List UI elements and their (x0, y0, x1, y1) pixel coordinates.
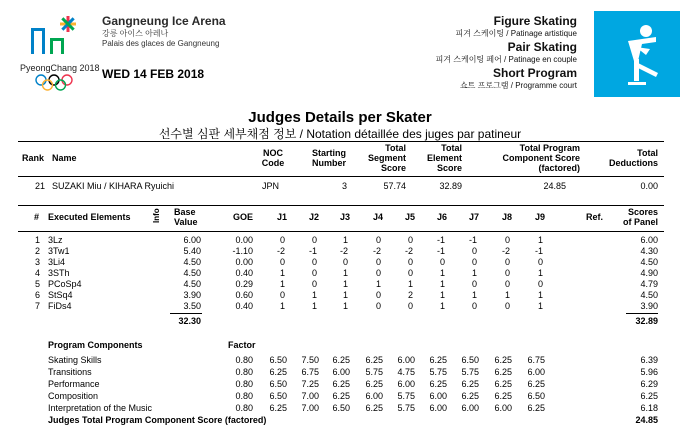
col-info: Info (152, 208, 161, 223)
col-pcs-1: Total Program (519, 143, 580, 153)
element-score: 4.30 (640, 246, 658, 256)
component-j4: 6.25 (365, 379, 383, 389)
element-score: 6.00 (640, 235, 658, 245)
col-tss-1: Total (385, 143, 406, 153)
element-j7: 0 (471, 279, 477, 289)
element-num: 2 (34, 246, 40, 256)
component-j6: 6.25 (429, 355, 447, 365)
skater-ded: 0.00 (640, 181, 658, 191)
element-score: 4.50 (640, 257, 658, 267)
element-base-value: 6.00 (183, 235, 201, 245)
element-j7: 1 (471, 268, 477, 278)
component-j2: 7.00 (301, 391, 319, 401)
element-j7: 1 (471, 290, 477, 300)
component-name: Performance (48, 379, 100, 389)
component-score: 5.96 (640, 367, 658, 377)
element-j1: 0 (279, 235, 285, 245)
component-j1: 6.50 (269, 391, 287, 401)
element-j9: 0 (537, 257, 543, 267)
component-j8: 6.25 (494, 379, 512, 389)
sport-subtitle: 피겨 스케이팅 / Patinage artistique (455, 29, 577, 38)
component-factor: 0.80 (235, 379, 253, 389)
component-j1: 6.50 (269, 379, 287, 389)
element-j3: 1 (342, 279, 348, 289)
element-j9: -1 (534, 246, 543, 256)
element-row (0, 257, 680, 267)
element-j4: 0 (375, 268, 381, 278)
col-j6: J6 (436, 212, 447, 222)
component-row (0, 391, 680, 401)
element-base-value: 3.50 (183, 301, 201, 311)
element-j7: 0 (471, 257, 477, 267)
col-element: Executed Elements (48, 212, 131, 222)
component-j1: 6.25 (269, 367, 287, 377)
component-factor: 0.80 (235, 403, 253, 413)
col-sop-1: Scores (627, 207, 658, 217)
skater-summary-row (0, 181, 680, 191)
element-goe: 0.00 (235, 235, 253, 245)
components-total-score: 24.85 (635, 415, 658, 425)
event-subtitle: 피겨 스케이팅 페어 / Patinage en couple (435, 55, 577, 64)
element-j9: 1 (537, 290, 543, 300)
component-j3: 6.25 (332, 355, 350, 365)
col-base-2: Value (174, 217, 198, 227)
element-j9: 1 (537, 268, 543, 278)
component-factor: 0.80 (235, 367, 253, 377)
element-j9: 0 (537, 279, 543, 289)
elements-header (0, 207, 680, 229)
components-total-row (0, 415, 680, 425)
score-underline (626, 313, 658, 314)
segment-subtitle: 쇼트 프로그램 / Programme court (459, 81, 577, 90)
components-total-label: Judges Total Program Component Score (factored) (48, 415, 267, 425)
skater-rank: 21 (34, 181, 45, 191)
element-name: 3Lz (48, 235, 63, 245)
component-j3: 6.00 (332, 367, 350, 377)
event-date: WED 14 FEB 2018 (102, 67, 205, 81)
page-subtitle: 선수별 심판 세부채점 정보 / Notation détaillée des juges par patineur (158, 127, 522, 141)
element-j7: 0 (471, 246, 477, 256)
element-j3: 1 (342, 301, 348, 311)
element-j3: 1 (342, 290, 348, 300)
element-row (0, 268, 680, 278)
component-j2: 7.25 (301, 379, 319, 389)
component-j7: 6.00 (461, 403, 479, 413)
element-j5: 0 (407, 257, 413, 267)
element-j1: -2 (276, 246, 285, 256)
col-noc-1: NOC (263, 148, 283, 158)
skater-name: SUZAKI Miu / KIHARA Ryuichi (52, 181, 175, 191)
component-j6: 5.75 (429, 367, 447, 377)
element-row (0, 290, 680, 300)
element-j5: 2 (407, 290, 413, 300)
element-j3: 0 (342, 257, 348, 267)
summary-header (0, 143, 680, 175)
element-j7: 0 (471, 301, 477, 311)
component-row (0, 367, 680, 377)
element-j3: -2 (339, 246, 348, 256)
col-j2: J2 (308, 212, 319, 222)
components-title: Program Components (48, 340, 143, 350)
col-ref: Ref. (585, 212, 603, 222)
venue-name-ko: 강릉 아이스 아레나 (102, 29, 169, 38)
component-j7: 6.25 (461, 391, 479, 401)
component-score: 6.18 (640, 403, 658, 413)
element-j6: -1 (436, 246, 445, 256)
element-j4: 0 (375, 301, 381, 311)
element-base-value: 4.50 (183, 279, 201, 289)
element-j6: 0 (439, 257, 445, 267)
element-num: 1 (34, 235, 40, 245)
figure-skating-pictogram-icon (594, 11, 680, 97)
games-label: PyeongChang 2018 (20, 63, 100, 73)
component-j1: 6.50 (269, 355, 287, 365)
element-j1: 0 (279, 290, 285, 300)
col-start-2: Number (311, 158, 346, 168)
element-score: 4.79 (640, 279, 658, 289)
component-j9: 6.25 (527, 403, 545, 413)
component-j5: 6.00 (397, 355, 415, 365)
element-j8: 0 (504, 257, 510, 267)
element-num: 3 (34, 257, 40, 267)
skater-start: 3 (341, 181, 347, 191)
element-num: 6 (34, 290, 40, 300)
component-j9: 6.75 (527, 355, 545, 365)
col-pcs-3: (factored) (538, 163, 580, 173)
divider (18, 176, 664, 177)
component-j6: 6.00 (429, 403, 447, 413)
component-factor: 0.80 (235, 391, 253, 401)
col-sop-2: of Panel (622, 217, 658, 227)
component-j4: 5.75 (365, 367, 383, 377)
base-value-underline (170, 313, 202, 314)
element-j2: 0 (311, 279, 317, 289)
component-j7: 6.50 (461, 355, 479, 365)
col-j3: J3 (339, 212, 350, 222)
element-j2: 0 (311, 257, 317, 267)
element-j3: 1 (342, 268, 348, 278)
element-j4: 0 (375, 257, 381, 267)
col-tes-1: Total (441, 143, 462, 153)
elements-total-base-value: 32.30 (178, 316, 201, 326)
element-j4: 0 (375, 290, 381, 300)
element-j1: 1 (279, 279, 285, 289)
component-j8: 6.25 (494, 391, 512, 401)
element-j1: 1 (279, 268, 285, 278)
element-j2: -1 (308, 246, 317, 256)
component-j5: 6.00 (397, 379, 415, 389)
component-row (0, 355, 680, 365)
component-j3: 6.25 (332, 391, 350, 401)
col-pcs-2: Component Score (502, 153, 580, 163)
element-j8: 0 (504, 301, 510, 311)
element-base-value: 5.40 (183, 246, 201, 256)
col-rank: Rank (22, 153, 45, 163)
element-j5: 0 (407, 301, 413, 311)
col-ded-1: Total (637, 148, 658, 158)
col-start-1: Starting (311, 148, 346, 158)
skater-pcs: 24.85 (543, 181, 566, 191)
component-j4: 6.00 (365, 391, 383, 401)
element-name: 3STh (48, 268, 70, 278)
component-j3: 6.50 (332, 403, 350, 413)
divider (18, 205, 664, 206)
element-score: 3.90 (640, 301, 658, 311)
component-name: Composition (48, 391, 99, 401)
element-j5: 1 (407, 279, 413, 289)
element-j6: 1 (439, 268, 445, 278)
col-tes-3: Score (436, 163, 462, 173)
component-j3: 6.25 (332, 379, 350, 389)
element-j8: 0 (504, 268, 510, 278)
sport-title: Figure Skating (493, 14, 577, 28)
event-title: Pair Skating (507, 40, 577, 54)
element-j5: 0 (407, 268, 413, 278)
component-score: 6.25 (640, 391, 658, 401)
element-num: 5 (34, 279, 40, 289)
element-j6: -1 (436, 235, 445, 245)
col-j1: J1 (276, 212, 287, 222)
element-goe: 0.40 (235, 268, 253, 278)
element-name: PCoSp4 (48, 279, 82, 289)
element-j4: 0 (375, 235, 381, 245)
divider (18, 141, 664, 142)
col-j8: J8 (501, 212, 512, 222)
col-j4: J4 (372, 212, 383, 222)
divider (18, 231, 664, 232)
element-num: 4 (34, 268, 40, 278)
component-j5: 4.75 (397, 367, 415, 377)
element-j2: 1 (311, 301, 317, 311)
page-title: Judges Details per Skater (248, 109, 432, 126)
element-goe: 0.40 (235, 301, 253, 311)
element-base-value: 4.50 (183, 268, 201, 278)
elements-total-score: 32.89 (635, 316, 658, 326)
pyeongchang-emblem-icon (28, 14, 78, 60)
component-j5: 5.75 (397, 391, 415, 401)
element-j9: 1 (537, 301, 543, 311)
element-j5: 0 (407, 235, 413, 245)
component-j6: 6.00 (429, 391, 447, 401)
element-j1: 0 (279, 257, 285, 267)
col-noc-2: Code (261, 158, 285, 168)
element-goe: 0.29 (235, 279, 253, 289)
component-factor: 0.80 (235, 355, 253, 365)
component-j9: 6.50 (527, 391, 545, 401)
element-goe: 0.60 (235, 290, 253, 300)
component-j9: 6.25 (527, 379, 545, 389)
venue-name: Gangneung Ice Arena (102, 14, 226, 28)
col-base-1: Base (174, 207, 196, 217)
element-j3: 1 (342, 235, 348, 245)
component-j8: 6.25 (494, 367, 512, 377)
component-row (0, 403, 680, 413)
skater-noc: JPN (262, 181, 280, 191)
element-base-value: 3.90 (183, 290, 201, 300)
components-factor-label: Factor (228, 340, 256, 350)
component-j2: 7.50 (301, 355, 319, 365)
col-tss-2: Segment (367, 153, 406, 163)
element-j6: 1 (439, 290, 445, 300)
element-j4: -2 (372, 246, 381, 256)
component-j7: 6.25 (461, 379, 479, 389)
col-ded-2: Deductions (608, 158, 658, 168)
element-j8: 0 (504, 235, 510, 245)
element-name: FiDs4 (48, 301, 72, 311)
element-j9: 1 (537, 235, 543, 245)
element-j2: 0 (311, 235, 317, 245)
component-row (0, 379, 680, 389)
olympic-rings-icon (34, 74, 74, 92)
component-j7: 5.75 (461, 367, 479, 377)
element-score: 4.90 (640, 268, 658, 278)
component-j6: 6.25 (429, 379, 447, 389)
col-name: Name (52, 153, 77, 163)
elements-total-row (0, 316, 680, 326)
segment-title: Short Program (492, 66, 577, 80)
element-j7: -1 (468, 235, 477, 245)
col-j7: J7 (468, 212, 479, 222)
col-goe: GOE (233, 212, 254, 222)
element-j5: -2 (404, 246, 413, 256)
element-num: 7 (34, 301, 40, 311)
col-num: # (34, 212, 40, 222)
element-row (0, 246, 680, 256)
component-j5: 5.75 (397, 403, 415, 413)
component-score: 6.39 (640, 355, 658, 365)
element-j1: 1 (279, 301, 285, 311)
element-row (0, 279, 680, 289)
components-header (0, 340, 680, 350)
element-j6: 1 (439, 279, 445, 289)
component-j8: 6.00 (494, 403, 512, 413)
component-j8: 6.25 (494, 355, 512, 365)
element-j8: 1 (504, 290, 510, 300)
element-name: 3Tw1 (48, 246, 70, 256)
element-j6: 1 (439, 301, 445, 311)
component-j1: 6.25 (269, 403, 287, 413)
component-j4: 6.25 (365, 355, 383, 365)
element-j4: 1 (375, 279, 381, 289)
component-j4: 6.25 (365, 403, 383, 413)
element-j2: 1 (311, 290, 317, 300)
element-j8: 0 (504, 279, 510, 289)
venue-name-fr: Palais des glaces de Gangneung (102, 39, 220, 48)
component-j2: 6.75 (301, 367, 319, 377)
element-row (0, 235, 680, 245)
element-name: StSq4 (48, 290, 73, 300)
element-j8: -2 (501, 246, 510, 256)
col-tss-3: Score (380, 163, 406, 173)
component-j9: 6.00 (527, 367, 545, 377)
skater-tes: 32.89 (439, 181, 462, 191)
skater-tss: 57.74 (383, 181, 406, 191)
element-goe: -1.10 (232, 246, 253, 256)
col-j9: J9 (534, 212, 545, 222)
element-row (0, 301, 680, 311)
component-name: Interpretation of the Music (48, 403, 153, 413)
element-base-value: 4.50 (183, 257, 201, 267)
element-name: 3Li4 (48, 257, 66, 267)
component-name: Transitions (48, 367, 92, 377)
col-tes-2: Element (426, 153, 462, 163)
col-j5: J5 (404, 212, 415, 222)
component-score: 6.29 (640, 379, 658, 389)
component-name: Skating Skills (48, 355, 102, 365)
element-goe: 0.00 (235, 257, 253, 267)
component-j2: 7.00 (301, 403, 319, 413)
element-score: 4.50 (640, 290, 658, 300)
element-j2: 0 (311, 268, 317, 278)
